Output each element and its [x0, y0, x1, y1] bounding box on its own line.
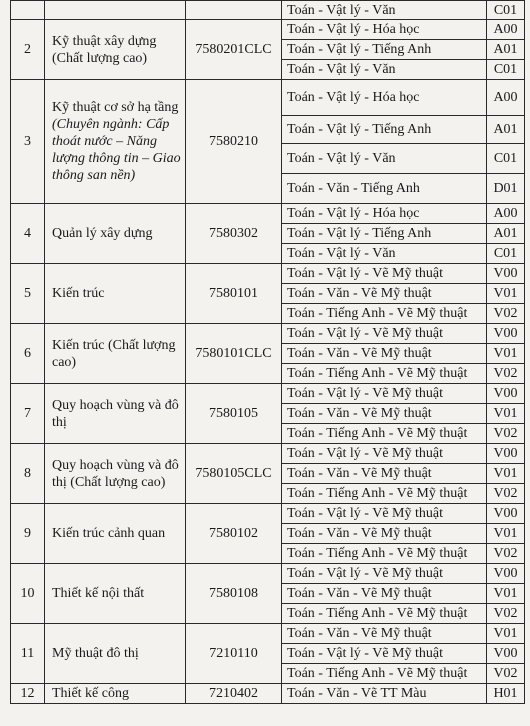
block-code: V02	[487, 364, 525, 384]
subject-combination: Toán - Tiếng Anh - Vẽ Mỹ thuật	[282, 424, 487, 444]
program-specialization-note: (Chuyên ngành: Cấp thoát nước – Năng lượng thông tin – Giao thông san nền)	[52, 117, 181, 183]
subject-combination: Toán - Vật lý - Tiếng Anh	[282, 224, 487, 244]
subject-combination: Toán - Tiếng Anh - Vẽ Mỹ thuật	[282, 364, 487, 384]
block-code: V00	[487, 384, 525, 404]
subject-combination: Toán - Vật lý - Vẽ Mỹ thuật	[282, 384, 487, 404]
block-code: V00	[487, 564, 525, 584]
subject-combination: Toán - Vật lý - Hóa học	[282, 80, 487, 116]
program-name-cell	[45, 444, 186, 504]
subject-combination: Toán - Vật lý - Văn	[282, 1, 487, 20]
program-code: 7210402	[186, 684, 282, 704]
block-code: H01	[487, 684, 525, 704]
subject-combination: Toán - Tiếng Anh - Vẽ Mỹ thuật	[282, 304, 487, 324]
program-name: Kiến trúc cảnh quan	[52, 526, 166, 541]
subject-combination: Toán - Tiếng Anh - Vẽ Mỹ thuật	[282, 544, 487, 564]
subject-combination: Toán - Vật lý - Vẽ Mỹ thuật	[282, 444, 487, 464]
program-code: 7580101CLC	[186, 324, 282, 384]
program-name-cell	[45, 20, 186, 80]
subject-combination: Toán - Vật lý - Văn	[282, 144, 487, 174]
program-name: Mỹ thuật đô thị	[52, 646, 139, 661]
program-code: 7580302	[186, 204, 282, 264]
block-code: A01	[487, 224, 525, 244]
block-code: V02	[487, 424, 525, 444]
program-name: Kiến trúc	[52, 286, 105, 301]
block-code: C01	[487, 144, 525, 174]
block-code: V00	[487, 324, 525, 344]
block-code: V01	[487, 344, 525, 364]
program-number: 7	[11, 384, 45, 444]
block-code: C01	[487, 60, 525, 80]
program-number: 9	[11, 504, 45, 564]
program-code: 7580105	[186, 384, 282, 444]
block-code: C01	[487, 1, 525, 20]
block-code: V01	[487, 524, 525, 544]
program-number: 2	[11, 20, 45, 80]
subject-combination: Toán - Văn - Vẽ Mỹ thuật	[282, 404, 487, 424]
block-code: V01	[487, 284, 525, 304]
block-code: V02	[487, 664, 525, 684]
block-code: D01	[487, 174, 525, 204]
subject-combination: Toán - Vật lý - Vẽ Mỹ thuật	[282, 324, 487, 344]
subject-combination: Toán - Vật lý - Hóa học	[282, 20, 487, 40]
block-code: A01	[487, 116, 525, 144]
block-code: V00	[487, 264, 525, 284]
program-name: Quy hoạch vùng và đô thị (Chất lượng cao)	[52, 457, 179, 490]
subject-combination: Toán - Vật lý - Vẽ Mỹ thuật	[282, 644, 487, 664]
block-code: V00	[487, 644, 525, 664]
block-code: V02	[487, 304, 525, 324]
subject-combination: Toán - Vật lý - Tiếng Anh	[282, 40, 487, 60]
block-code: V02	[487, 604, 525, 624]
program-code: 7210110	[186, 624, 282, 684]
subject-combination: Toán - Vật lý - Hóa học	[282, 204, 487, 224]
program-name-cell	[45, 204, 186, 264]
table-row	[11, 324, 525, 344]
table-row	[11, 624, 525, 644]
program-name-cell	[45, 264, 186, 324]
program-number: 6	[11, 324, 45, 384]
program-name-cell	[45, 624, 186, 684]
subject-combination: Toán - Tiếng Anh - Vẽ Mỹ thuật	[282, 484, 487, 504]
program-number: 3	[11, 80, 45, 204]
block-code: V02	[487, 484, 525, 504]
program-code: 7580201CLC	[186, 20, 282, 80]
block-code: V02	[487, 544, 525, 564]
subject-combination: Toán - Văn - Vẽ Mỹ thuật	[282, 344, 487, 364]
table-row	[11, 504, 525, 524]
table-row	[11, 444, 525, 464]
program-name: Kỹ thuật xây dựng (Chất lượng cao)	[52, 33, 157, 66]
admission-table	[10, 0, 525, 704]
subject-combination: Toán - Tiếng Anh - Vẽ Mỹ thuật	[282, 604, 487, 624]
program-name-cell	[45, 80, 186, 204]
program-name-cell	[45, 324, 186, 384]
subject-combination: Toán - Tiếng Anh - Vẽ Mỹ thuật	[282, 664, 487, 684]
program-name: Thiết kế công	[52, 686, 129, 701]
program-name: Quản lý xây dựng	[52, 226, 153, 241]
subject-combination: Toán - Văn - Vẽ Mỹ thuật	[282, 284, 487, 304]
subject-combination: Toán - Vật lý - Văn	[282, 244, 487, 264]
program-name: Quy hoạch vùng và đô thị	[52, 397, 179, 430]
program-name-cell	[45, 384, 186, 444]
block-code: A00	[487, 20, 525, 40]
subject-combination: Toán - Văn - Vẽ Mỹ thuật	[282, 464, 487, 484]
table-row	[11, 384, 525, 404]
block-code: A00	[487, 204, 525, 224]
program-code: 7580102	[186, 504, 282, 564]
subject-combination: Toán - Vật lý - Vẽ Mỹ thuật	[282, 504, 487, 524]
program-number: 8	[11, 444, 45, 504]
block-code: V00	[487, 504, 525, 524]
program-number: 12	[11, 684, 45, 704]
table-row	[11, 1, 525, 20]
table-row	[11, 264, 525, 284]
subject-combination: Toán - Văn - Vẽ Mỹ thuật	[282, 524, 487, 544]
admission-table-page	[10, 0, 524, 704]
program-name: Kỹ thuật cơ sở hạ tầng	[52, 100, 179, 115]
subject-combination: Toán - Vật lý - Văn	[282, 60, 487, 80]
block-code: A00	[487, 80, 525, 116]
table-row	[11, 80, 525, 116]
subject-combination: Toán - Vật lý - Vẽ Mỹ thuật	[282, 264, 487, 284]
program-code: 7580210	[186, 80, 282, 204]
program-number: 4	[11, 204, 45, 264]
subject-combination: Toán - Văn - Vẽ TT Màu	[282, 684, 487, 704]
program-code: 7580105CLC	[186, 444, 282, 504]
block-code: A01	[487, 40, 525, 60]
program-number: 11	[11, 624, 45, 684]
program-code: 7580108	[186, 564, 282, 624]
program-name-cell	[45, 504, 186, 564]
block-code: V01	[487, 404, 525, 424]
program-name: Kiến trúc (Chất lượng cao)	[52, 337, 176, 370]
block-code: V01	[487, 624, 525, 644]
program-code: 7580101	[186, 264, 282, 324]
program-number: 5	[11, 264, 45, 324]
table-row	[11, 204, 525, 224]
subject-combination: Toán - Văn - Vẽ Mỹ thuật	[282, 584, 487, 604]
subject-combination: Toán - Văn - Tiếng Anh	[282, 174, 487, 204]
table-row	[11, 20, 525, 40]
block-code: C01	[487, 244, 525, 264]
block-code: V01	[487, 584, 525, 604]
table-row	[11, 564, 525, 584]
program-name-cell	[45, 564, 186, 624]
block-code: V01	[487, 464, 525, 484]
program-name: Thiết kế nội thất	[52, 586, 145, 601]
block-code: V00	[487, 444, 525, 464]
program-number: 10	[11, 564, 45, 624]
program-name-cell	[45, 684, 186, 704]
subject-combination: Toán - Vật lý - Tiếng Anh	[282, 116, 487, 144]
subject-combination: Toán - Vật lý - Vẽ Mỹ thuật	[282, 564, 487, 584]
table-row	[11, 684, 525, 704]
table-body	[11, 1, 525, 704]
subject-combination: Toán - Văn - Vẽ Mỹ thuật	[282, 624, 487, 644]
